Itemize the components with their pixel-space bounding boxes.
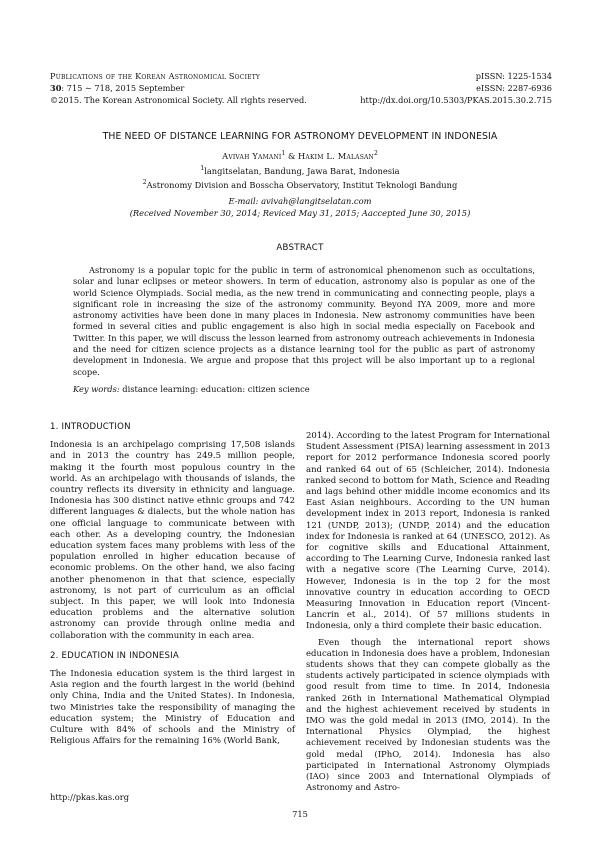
abstract-heading: ABSTRACT bbox=[276, 243, 324, 253]
affiliation-2-sup: 2 bbox=[142, 178, 147, 186]
affiliation-1 bbox=[0, 163, 600, 177]
right-column bbox=[306, 431, 550, 795]
pages-date: : 715 ∼ 718, 2015 September bbox=[61, 83, 185, 93]
eissn: eISSN: 2287-6936 bbox=[476, 83, 552, 93]
left-column bbox=[50, 422, 295, 747]
keywords bbox=[73, 384, 535, 394]
keywords-label: Key words: bbox=[73, 384, 120, 394]
affiliation-1-text: langitselatan, Bandung, Jawa Barat, Indonesia bbox=[204, 165, 400, 176]
affiliation-2-text: Astronomy Division and Bosscha Observatory, Institut Teknologi Bandung bbox=[146, 179, 458, 190]
author-2-sup: 2 bbox=[374, 150, 378, 157]
affiliations bbox=[0, 163, 600, 191]
page-number: 715 bbox=[292, 809, 308, 819]
keywords-text: distance learning: education: citizen science bbox=[119, 384, 310, 394]
education-heading: 2. EDUCATION IN INDONESIA bbox=[50, 650, 179, 661]
author-separator: & bbox=[285, 150, 298, 161]
author-1-sup: 1 bbox=[281, 150, 286, 157]
journal-header-right bbox=[360, 70, 552, 106]
author-email: E-mail: avivah@langitselatan.com bbox=[228, 196, 372, 206]
author-1: Avivah Yamani bbox=[222, 150, 282, 161]
paper-title: THE NEED OF DISTANCE LEARNING FOR ASTRONOMY DEVELOPMENT IN INDONESIA bbox=[102, 131, 498, 142]
affiliation-1-sup: 1 bbox=[200, 165, 205, 172]
intro-heading: 1. INTRODUCTION bbox=[50, 422, 131, 432]
doi-link[interactable]: http://dx.doi.org/10.5303/PKAS.2015.30.2.715 bbox=[360, 95, 552, 105]
abstract-text: Astronomy is a popular topic for the public in term of astronomical phenomenon such as occultations, solar and lunar eclipses or meteor showers. In term of education, astronomy also is popular as one of the world Science Olympiads. Social media, as the new trend in communicating and connecting people, plays a significant role in increasing the size of the astronomy community. Beyond IYA 2009, more and more astronomy activities have been done in many places in Indonesia. New astronomy communities have been formed in several cities and public engagement is also high in social media especially on Facebook and Twitter. In this paper, we will discuss the lesson learned from astronomy outreach achievements in Indonesia and the need for citizen science projects as a distance learning tool for the public as part of astronomy development in Indonesia. We argue and propose that this project will be also important up to a regional scope. bbox=[73, 265, 535, 377]
education-paragraph: The Indonesia education system is the third largest in Asia region and the fourth largest in the world (behind only China, India and the United States). In Indonesia, two Ministries take the responsibility of managing the education system; the Ministry of Education and Culture with 84% of schools and the Ministry of Religious Affairs for the remaining 16% (World Bank, bbox=[50, 669, 295, 747]
authors-line bbox=[0, 150, 600, 161]
journal-name: Publications of the Korean Astronomical Society bbox=[50, 71, 261, 81]
affiliation-2 bbox=[0, 177, 600, 191]
received-dates: (Received November 30, 2014; Reviced May 31, 2015; Aaccepted June 30, 2015) bbox=[129, 208, 471, 218]
volume-line bbox=[50, 82, 307, 94]
right-paragraph-1: 2014). According to the latest Program for International Student Assessment (PISA) learning assessment in 2013 report for 2012 performance Indonesia scored poorly and ranked 64 out of 65 (Schleicher, 2014). Indonesia ranked second to bottom for Math, Science and Reading and lags behind other middle income economics and its East Asian neighbours. According to the UN human development index in 2013 report, Indonesia is ranked 121 (UNDP, 2013); (UNDP, 2014) and the education index for Indonesia is ranked at 64 (UNESCO, 2012). As for cognitive skills and Educational Attainment, according to The Learning Curve, Indonesia ranked last with a negative score (The Learning Curve, 2014). However, Indonesia is in the top 2 for the most innovative country in education according to OECD Measuring Innovation in Education report (Vincent-Lancrin et al., 2014). Of 57 millions students in Indonesia, only a third complete their basic education. bbox=[306, 431, 550, 632]
footer-url[interactable]: http://pkas.kas.org bbox=[50, 792, 130, 802]
volume-number: 30 bbox=[50, 83, 62, 93]
author-2: Hakim L. Malasan bbox=[297, 150, 375, 161]
right-paragraph-2: Even though the international report shows education in Indonesia does have a problem, Indonesian students shows that they can compete globally as the students actively participated in science olympiads with good result from time to time. In 2014, Indonesia ranked 26th in International Mathematical Olympiad and the highest achievement received by students in IMO was the gold medal in 2013 (IMO, 2014). In the International Physics Olympiad, the highest achievement received by Indonesian students was the gold medal (IPhO, 2014). Indonesia has also participated in International Astronomy Olympiads (IAO) since 2003 and International Olympiads of Astronomy and Astro- bbox=[306, 637, 550, 794]
journal-header-left bbox=[50, 70, 307, 106]
pissn: pISSN: 1225-1534 bbox=[475, 71, 552, 81]
copyright: ©2015. The Korean Astronomical Society. All rights reserved. bbox=[50, 95, 307, 105]
intro-paragraph: Indonesia is an archipelago comprising 17,508 islands and in 2013 the country has 249.5 million people, making it the fourth most populous country in the world. As an archipelago with thousands of islands, the country reflects its diversity in ethnicity and language. Indonesia has 300 distinct native ethnic groups and 742 different languages & dialects, but the whole nation has one official language to communicate between with each other. As a developing country, the Indonesian education system faces many problems with less of the population enrolled in higher education because of economic problems. On the other hand, we also facing another phenomenon in that that science, especially astronomy, is not part of curriculum as an official subject. In this paper, we will look into Indonesia education problems and the alternative solution astronomy can provide through online media and collaboration with the community in each area. bbox=[50, 440, 295, 641]
